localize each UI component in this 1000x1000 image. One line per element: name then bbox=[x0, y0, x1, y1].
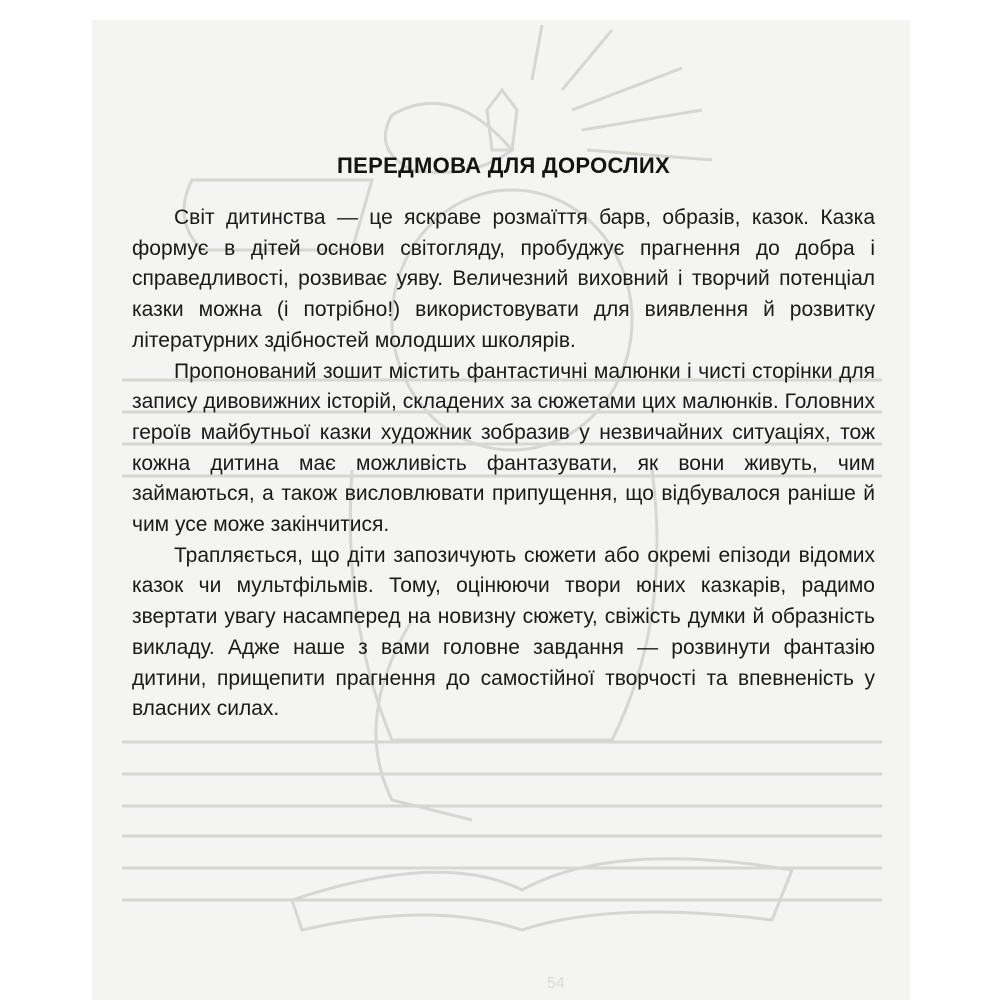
preface-text-block bbox=[132, 153, 875, 725]
book-page bbox=[92, 20, 910, 1000]
page-title: ПЕРЕДМОВА ДЛЯ ДОРОСЛИХ bbox=[337, 153, 670, 178]
paragraph-3: Трапляється, що діти запозичують сюжети або окремі епізоди відомих казок чи мультфільмів. Тому, оцінюючи твори юних казкарів, радимо звертати увагу насамперед на новизну сюжету, свіжість думки й образність викладу. Адже наше з вами головне завдання — розвинути фантазію дитини, прищепити прагнення до самостійної творчості та впевненість у власних силах. bbox=[132, 543, 875, 721]
bleed-through-page-number: 54 bbox=[547, 975, 565, 992]
paragraph-1: Світ дитинства — це яскраве розмаїття барв, образів, казок. Казка формує в дітей основи світогляду, пробуджує прагнення до добра і справедливості, розвиває уяву. Величезний виховний і творчий потенціал казки можна (і потрібно!) використовувати для виявлення й розвитку літературних здібностей молодших школярів. bbox=[132, 206, 875, 352]
paragraph-2: Пропонований зошит містить фантастичні малюнки і чисті сторінки для запису дивовижних історій, складених за сюжетами цих малюнків. Головних героїв майбутньої казки художник зобразив у незвичайних ситуаціях, тож кожна дитина має можливість фантазувати, як вони живуть, чим займаються, а також висловлювати припущення, що відбувалося раніше й чим усе може закінчитися. bbox=[132, 359, 875, 537]
sun-rays bbox=[532, 25, 712, 160]
